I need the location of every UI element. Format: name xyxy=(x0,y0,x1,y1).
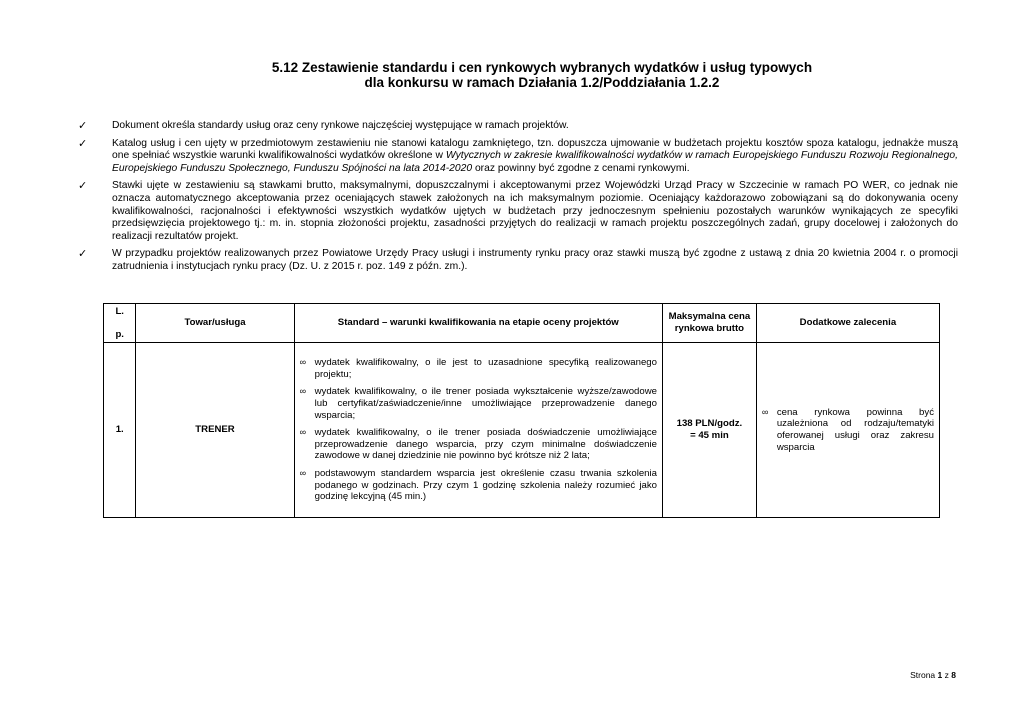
bullet-list xyxy=(78,120,958,279)
check-icon: ✓ xyxy=(78,180,88,193)
standard-point xyxy=(300,427,657,462)
cell-price xyxy=(662,343,756,518)
bullet-text: W przypadku projektów realizowanych przez Powiatowe Urzędy Pracy usługi i instrumenty rynku pracy oraz stawki muszą być zgodne z ustawą z dnia 20 kwietnia 2004 r. o promocji zatrudnienia i instytucjach rynku pracy (Dz. U. z 2015 r. poz. 149 z późn. zm.). xyxy=(112,248,958,272)
cell-lp: 1. xyxy=(104,343,136,518)
footer-label: Strona xyxy=(910,670,936,680)
title-line-1: 5.12 Zestawienie standardu i cen rynkowych wybranych wydatków i usług typowych xyxy=(271,60,813,75)
bullet-text xyxy=(112,138,958,176)
header-standard: Standard – warunki kwalifikowania na etapie oceny projektów xyxy=(294,304,662,343)
price-line1: 138 PLN/godz. xyxy=(676,418,743,430)
infinity-icon: ∞ xyxy=(761,406,769,417)
page-footer xyxy=(910,670,956,680)
bullet-item xyxy=(78,138,958,176)
header-price: Maksymalna cena rynkowa brutto xyxy=(662,304,756,343)
check-icon: ✓ xyxy=(78,137,88,150)
standard-point xyxy=(300,468,657,503)
table-row xyxy=(104,343,940,518)
standard-point xyxy=(300,386,657,421)
standards-table xyxy=(103,303,940,518)
bullet-item xyxy=(78,180,958,243)
title-line-2: dla konkursu w ramach Działania 1.2/Poddziałania 1.2.2 xyxy=(364,75,720,90)
cell-notes xyxy=(756,343,939,518)
note-point xyxy=(762,407,934,453)
table-header-row xyxy=(104,304,940,343)
document-title xyxy=(0,60,1024,90)
infinity-icon: ∞ xyxy=(299,427,307,438)
footer-total-pages: 8 xyxy=(951,670,956,680)
standard-point xyxy=(300,357,657,380)
header-item: Towar/usługa xyxy=(136,304,294,343)
bullet-item xyxy=(78,248,958,273)
standard-point-text: podstawowym standardem wsparcia jest określenie czasu trwania szkolenia podanego w godzinach. Przy czym 1 godzinę szkolenia należy rozumieć jako godzinę lekcyjną (45 min.) xyxy=(314,467,657,503)
note-point-text: cena rynkowa powinna być uzależniona od rodzaju/tematyki oferowanej usługi oraz zakresu wsparcia xyxy=(776,406,934,453)
bullet-text-part: oraz powinny być zgodne z cenami rynkowymi. xyxy=(472,162,690,174)
header-lp xyxy=(104,304,136,343)
footer-page-number: 1 xyxy=(937,670,943,680)
infinity-icon: ∞ xyxy=(299,357,307,368)
header-lp-line2: p. xyxy=(115,328,124,340)
standard-point-text: wydatek kwalifikowalny, o ile trener posiada wykształcenie wyższe/zawodowe lub certyfikat/zaświadczenie/inne umożliwiające przeprowadzenie danego wsparcia; xyxy=(314,386,657,421)
price-line2: = 45 min xyxy=(690,430,729,441)
cell-standard xyxy=(294,343,662,518)
bullet-item xyxy=(78,120,958,133)
infinity-icon: ∞ xyxy=(299,467,307,478)
check-icon: ✓ xyxy=(78,120,88,132)
check-icon: ✓ xyxy=(78,248,88,261)
footer-of: z xyxy=(944,670,949,680)
header-lp-line1: L. xyxy=(115,305,124,317)
infinity-icon: ∞ xyxy=(299,386,307,397)
standard-point-text: wydatek kwalifikowalny, o ile trener posiada doświadczenie umożliwiające przeprowadzenie danego wsparcia, przy czym minimalne doświadczenie zawodowe w danej dziedzinie nie powinno być krótsze niż 2 lata; xyxy=(314,427,657,462)
bullet-text: Dokument określa standardy usług oraz ceny rynkowe najczęściej występujące w ramach projektów. xyxy=(112,120,569,131)
bullet-text-part: Katalog usług i cen ujęty w przedmiotowym zestawieniu nie stanowi katalogu zamkniętego, tzn. dopuszcza ujmowanie w budżetach projektu kosztów spoza katalogu, jednakże muszą one spełniać wszystkie warunki kwalifikowalności wydatków określone w xyxy=(112,137,958,162)
cell-item: TRENER xyxy=(136,343,294,518)
bullet-text: Stawki ujęte w zestawieniu są stawkami brutto, maksymalnymi, dopuszczalnymi i akceptowanymi przez Wojewódzki Urząd Pracy w Szczecinie w ramach PO WER, co jednak nie oznacza automatycznego akceptowania przez oceniających stawek założonych na ich maksymalnym poziomie. Oceniający każdorazowo zobowiązani są do dokonywania oceny kwalifikowalności, racjonalności i efektywności wszystkich wydatków ujętych w budżetach przy jednoczesnym spełnieniu pozostałych warunków wynikających ze specyfiki przedsięwzięcia projektowego tj.: m. in. stopnia złożoności projektu, zasadności przyjętych do realizacji w ramach projektu poszczególnych zadań, grupy docelowej i założonych do realizacji rezultatów projekt. xyxy=(112,180,958,242)
standard-point-text: wydatek kwalifikowalny, o ile jest to uzasadnione specyfiką realizowanego projektu; xyxy=(314,357,657,380)
guidelines-title: Wytycznych w zakresie kwalifikowalności wydatków w ramach Europejskiego Funduszu Rozwoju Regionalnego, Europejskiego Funduszu Społecznego, Funduszu Spójności na lata 2014-2020 xyxy=(112,150,958,174)
header-notes: Dodatkowe zalecenia xyxy=(756,304,939,343)
